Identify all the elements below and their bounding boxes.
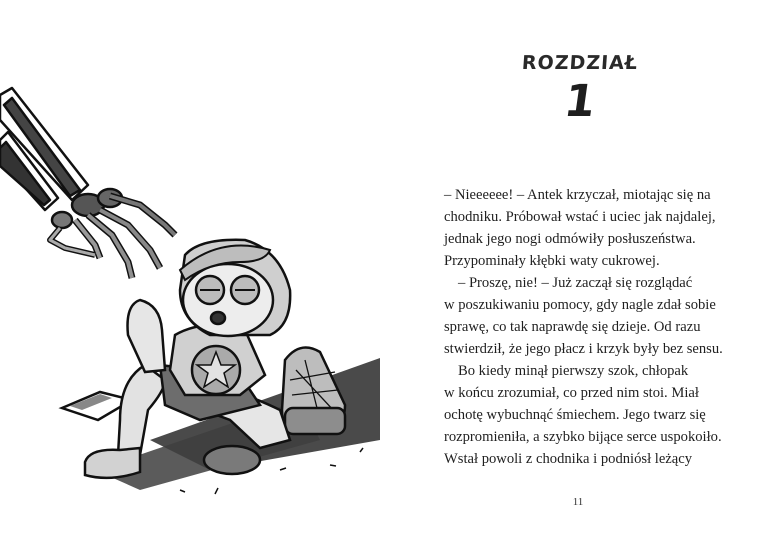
text-line: sprawę, co tak naprawdę się dzieje. Od razu — [444, 319, 701, 335]
text-line: jednak jego nogi odmówiły posłuszeństwa. — [444, 231, 696, 247]
text-line: chodniku. Próbował wstać i uciec jak najdalej, — [444, 209, 716, 225]
text-line: Bo kiedy minął pierwszy szok, chłopak — [458, 363, 689, 379]
chapter-body-text — [444, 184, 723, 470]
text-line: Wstał powoli z chodnika i podniósł leżący — [444, 451, 693, 467]
text-line: Przypominały kłębki waty cukrowej. — [444, 253, 660, 269]
text-line: w poszukiwaniu pomocy, gdy nagle zdał sobie — [444, 297, 716, 313]
page-number: 11 — [572, 496, 584, 508]
chapter-heading: ROZDZIAŁ — [521, 52, 639, 74]
right-page-text — [390, 0, 760, 543]
text-line: stwierdził, że jego płacz i krzyk były bez sensu. — [444, 341, 723, 357]
text-line: w końcu zrozumiał, co przed nim stoi. Miał — [444, 385, 699, 401]
boy-head — [180, 240, 290, 336]
boy-raised-hand — [128, 300, 166, 372]
text-line: ochotę wybuchnąć śmiechem. Jego twarz się — [444, 407, 706, 423]
chapter-number: 1 — [561, 76, 599, 127]
text-line: rozpromieniła, a szybko bijące serce uspokoiło. — [444, 429, 722, 445]
backpack — [282, 348, 345, 435]
skeleton-arm — [0, 88, 175, 278]
text-line: – Proszę, nie! – Już zaczął się rozglądać — [458, 275, 693, 291]
text-line: – Nieeeeee! – Antek krzyczał, miotając się na — [444, 187, 711, 203]
